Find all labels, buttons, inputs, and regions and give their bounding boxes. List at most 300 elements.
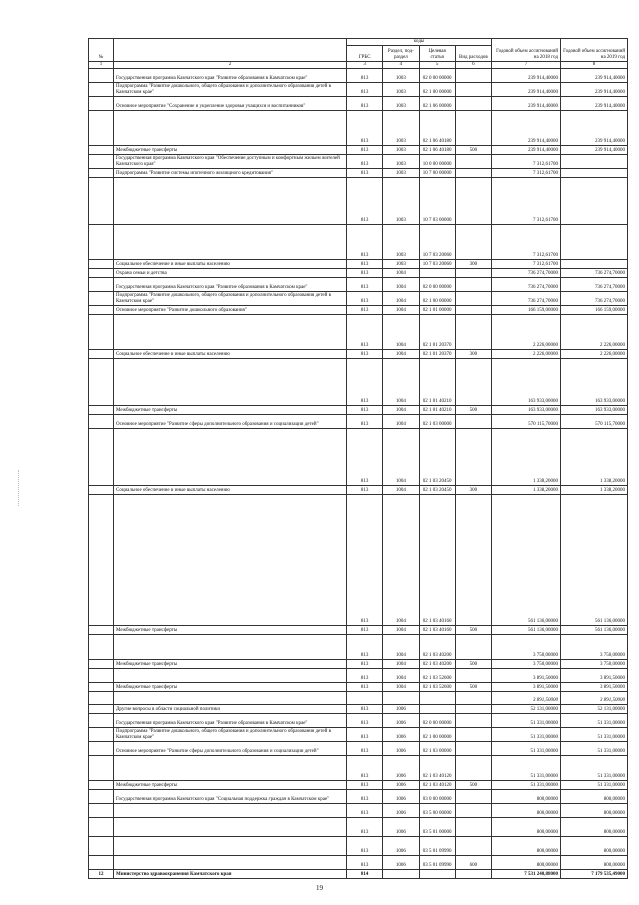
row-grbs: 813	[347, 350, 383, 359]
row-name: Межбюджетные трансферты	[114, 146, 347, 155]
row-grbs: 813	[347, 225, 383, 260]
col-number: 3	[347, 62, 383, 69]
row-value-2018: 7 312,61700	[492, 169, 561, 178]
row-grbs: 813	[347, 278, 383, 292]
col-number: 2	[114, 62, 347, 69]
table-row	[89, 178, 628, 225]
row-razdel: 1004	[383, 306, 419, 315]
row-vid: 500	[455, 683, 491, 692]
row-grbs: 813	[347, 146, 383, 155]
row-vid: 300	[455, 260, 491, 269]
row-razdel: 1003	[383, 111, 419, 146]
row-name	[114, 225, 347, 260]
row-number	[89, 742, 114, 756]
row-celevaya: 10 7 03 20060	[419, 225, 455, 260]
row-razdel: 1003	[383, 69, 419, 83]
row-value-2019: 736 274,70000	[561, 278, 628, 292]
col-number: 1	[89, 62, 114, 69]
row-value-2019: 51 331,00000	[561, 714, 628, 728]
note-text	[114, 692, 347, 705]
row-name	[114, 837, 347, 856]
col-2019: Годовой объем ассигнований на 2019 год	[561, 39, 628, 62]
row-vid	[455, 225, 491, 260]
row-value-2018: 239 914,40000	[492, 97, 561, 111]
row-celevaya: 02 1 01 40210	[419, 359, 455, 406]
row-name	[114, 856, 347, 870]
table-row	[89, 683, 628, 692]
row-grbs: 813	[347, 169, 383, 178]
row-vid	[455, 315, 491, 350]
row-celevaya: 02 1 03 40200	[419, 660, 455, 669]
row-name: Межбюджетные трансферты	[114, 660, 347, 669]
row-vid	[455, 169, 491, 178]
row-celevaya: 02 1 01 20370	[419, 315, 455, 350]
row-name: Государственная программа Камчатского края "Обеспечение доступным и комфортным жильем жителей Камчатского края"	[114, 155, 347, 169]
column-number-row	[89, 62, 628, 69]
row-celevaya	[419, 870, 455, 879]
row-vid	[455, 415, 491, 429]
row-number	[89, 315, 114, 350]
row-name	[114, 756, 347, 781]
row-name	[114, 804, 347, 818]
row-name	[114, 818, 347, 837]
row-celevaya: 03 5 01 09990	[419, 837, 455, 856]
row-grbs: 813	[347, 742, 383, 756]
row-razdel: 1004	[383, 278, 419, 292]
table-row	[89, 714, 628, 728]
row-number	[89, 705, 114, 714]
row-vid	[455, 111, 491, 146]
table-row	[89, 626, 628, 635]
row-grbs: 813	[347, 292, 383, 306]
row-vid: 500	[455, 660, 491, 669]
row-razdel: 1004	[383, 626, 419, 635]
row-razdel: 1004	[383, 415, 419, 429]
row-grbs: 813	[347, 495, 383, 626]
row-value-2018: 51 331,00000	[492, 728, 561, 742]
row-number	[89, 669, 114, 683]
row-name: Государственная программа Камчатского края "Развитие образования в Камчатском крае"	[114, 69, 347, 83]
row-celevaya: 10 0 00 00000	[419, 155, 455, 169]
row-value-2018: 239 914,40000	[492, 69, 561, 83]
row-name: Подпрограмма "Развитие дошкольного, общего образования и дополнительного образования детей в Камчатском крае"	[114, 728, 347, 742]
row-number	[89, 111, 114, 146]
row-grbs: 813	[347, 705, 383, 714]
row-value-2018: 1 338,20000	[492, 429, 561, 486]
row-value-2018: 800,00000	[492, 804, 561, 818]
row-number	[89, 178, 114, 225]
row-value-2019: 800,00000	[561, 790, 628, 804]
table-body-1	[89, 69, 628, 692]
row-vid	[455, 837, 491, 856]
note-value-2019: 3 891,50000	[561, 692, 628, 705]
table-row	[89, 486, 628, 495]
row-name: Охрана семьи и детства	[114, 269, 347, 278]
row-value-2018: 800,00000	[492, 818, 561, 837]
row-razdel: 1004	[383, 292, 419, 306]
row-grbs: 813	[347, 683, 383, 692]
row-name: Государственная программа Камчатского края "Социальная поддержка граждан в Камчатском крае"	[114, 790, 347, 804]
row-razdel	[383, 870, 419, 879]
row-value-2019: 239 914,40000	[561, 83, 628, 97]
row-celevaya: 02 0 00 00000	[419, 278, 455, 292]
table-row	[89, 705, 628, 714]
row-grbs: 813	[347, 728, 383, 742]
row-number	[89, 495, 114, 626]
row-grbs: 813	[347, 359, 383, 406]
row-celevaya: 03 0 00 00000	[419, 790, 455, 804]
row-value-2019: 1 338,20000	[561, 429, 628, 486]
row-celevaya: 10 7 00 00000	[419, 169, 455, 178]
row-razdel: 1006	[383, 714, 419, 728]
row-vid	[455, 97, 491, 111]
row-value-2018: 239 914,40000	[492, 146, 561, 155]
table-body-2	[89, 705, 628, 879]
row-value-2018: 163 933,00000	[492, 359, 561, 406]
row-value-2019: 52 131,00000	[561, 705, 628, 714]
row-value-2018: 51 331,00000	[492, 742, 561, 756]
row-vid	[455, 178, 491, 225]
row-number	[89, 856, 114, 870]
row-number	[89, 97, 114, 111]
header-row	[89, 39, 628, 46]
row-value-2018: 3 750,00000	[492, 635, 561, 660]
row-value-2019	[561, 178, 628, 225]
row-celevaya: 02 1 03 40160	[419, 626, 455, 635]
table-row	[89, 856, 628, 870]
row-number	[89, 837, 114, 856]
row-celevaya: 02 1 03 40200	[419, 635, 455, 660]
row-value-2018: 561 136,00000	[492, 495, 561, 626]
row-value-2018: 736 274,70000	[492, 278, 561, 292]
row-value-2019	[561, 260, 628, 269]
row-number	[89, 486, 114, 495]
row-grbs: 813	[347, 818, 383, 837]
table-row	[89, 269, 628, 278]
col-num: №	[89, 39, 114, 62]
row-number	[89, 69, 114, 83]
row-celevaya	[419, 269, 455, 278]
row-razdel: 1004	[383, 315, 419, 350]
table-row	[89, 278, 628, 292]
table-row	[89, 804, 628, 818]
row-celevaya: 03 5 01 09990	[419, 856, 455, 870]
row-vid	[455, 292, 491, 306]
table-row	[89, 146, 628, 155]
row-name: Подпрограмма "Развитие дошкольного, общего образования и дополнительного образования детей в Камчатском крае"	[114, 83, 347, 97]
row-razdel: 1006	[383, 728, 419, 742]
row-value-2018: 239 914,40000	[492, 83, 561, 97]
row-vid	[455, 756, 491, 781]
row-name: Социальное обеспечение и иные выплаты населению	[114, 260, 347, 269]
row-razdel: 1003	[383, 83, 419, 97]
row-vid	[455, 818, 491, 837]
row-celevaya: 02 1 03 52600	[419, 683, 455, 692]
row-razdel: 1003	[383, 169, 419, 178]
table-row	[89, 818, 628, 837]
row-celevaya: 02 1 03 40160	[419, 495, 455, 626]
row-name: Министерство здравоохранения Камчатского края	[114, 870, 347, 879]
note-body	[89, 692, 628, 705]
col-number: 5	[419, 62, 455, 69]
row-grbs: 813	[347, 111, 383, 146]
row-value-2019: 163 933,00000	[561, 406, 628, 415]
row-value-2019: 800,00000	[561, 804, 628, 818]
col-grbs: ГРБС	[347, 46, 383, 62]
row-vid	[455, 359, 491, 406]
row-number	[89, 714, 114, 728]
row-value-2018: 570 115,70000	[492, 415, 561, 429]
row-number	[89, 406, 114, 415]
row-razdel: 1004	[383, 495, 419, 626]
row-celevaya: 02 1 06 40180	[419, 111, 455, 146]
row-celevaya: 02 1 01 40210	[419, 406, 455, 415]
row-value-2018: 51 331,00000	[492, 781, 561, 790]
row-celevaya: 02 1 00 00000	[419, 292, 455, 306]
row-name: Основное мероприятие "Развитие сферы дополнительного образования и социализации детей"	[114, 415, 347, 429]
row-celevaya: 02 1 03 20450	[419, 429, 455, 486]
row-razdel: 1003	[383, 178, 419, 225]
row-value-2019: 2 226,00000	[561, 350, 628, 359]
row-number	[89, 429, 114, 486]
row-celevaya: 02 0 00 00000	[419, 714, 455, 728]
row-razdel: 1004	[383, 669, 419, 683]
row-value-2018: 7 312,61700	[492, 155, 561, 169]
row-name: Государственная программа Камчатского края "Развитие образования в Камчатском крае"	[114, 714, 347, 728]
row-value-2018: 3 891,50000	[492, 669, 561, 683]
row-value-2019: 7 179 535,49000	[561, 870, 628, 879]
row-name: Основное мероприятие "Развитие дошкольного образования"	[114, 306, 347, 315]
row-vid	[455, 669, 491, 683]
row-celevaya: 02 1 06 00000	[419, 97, 455, 111]
row-value-2019: 166 159,00000	[561, 306, 628, 315]
row-value-2018: 1 338,20000	[492, 486, 561, 495]
row-value-2019	[561, 155, 628, 169]
row-value-2018: 166 159,00000	[492, 306, 561, 315]
row-razdel: 1006	[383, 781, 419, 790]
row-grbs: 813	[347, 635, 383, 660]
row-value-2018: 51 331,00000	[492, 714, 561, 728]
row-value-2019: 800,00000	[561, 818, 628, 837]
row-value-2018: 163 933,00000	[492, 406, 561, 415]
row-razdel: 1004	[383, 406, 419, 415]
row-celevaya: 02 1 03 00000	[419, 415, 455, 429]
row-grbs: 813	[347, 97, 383, 111]
row-celevaya: 03 5 01 00000	[419, 818, 455, 837]
row-value-2019: 570 115,70000	[561, 415, 628, 429]
row-vid	[455, 705, 491, 714]
row-name	[114, 495, 347, 626]
row-value-2019: 1 338,20000	[561, 486, 628, 495]
table-row	[89, 790, 628, 804]
row-vid	[455, 804, 491, 818]
row-vid	[455, 870, 491, 879]
table-row	[89, 669, 628, 683]
row-razdel: 1006	[383, 856, 419, 870]
row-value-2019: 51 331,00000	[561, 756, 628, 781]
row-value-2018: 51 331,00000	[492, 756, 561, 781]
row-vid: 500	[455, 146, 491, 155]
row-value-2018: 800,00000	[492, 837, 561, 856]
row-name: Социальное обеспечение и иные выплаты населению	[114, 486, 347, 495]
row-grbs: 813	[347, 486, 383, 495]
row-value-2019: 51 331,00000	[561, 781, 628, 790]
row-grbs: 813	[347, 178, 383, 225]
row-name	[114, 111, 347, 146]
row-value-2018: 7 312,61700	[492, 178, 561, 225]
note-row	[89, 692, 628, 705]
row-number	[89, 350, 114, 359]
row-vid	[455, 155, 491, 169]
row-grbs: 813	[347, 306, 383, 315]
table-row	[89, 728, 628, 742]
table-row	[89, 429, 628, 486]
col-razdel: Раздел, под-раздел	[383, 46, 419, 62]
row-razdel: 1004	[383, 429, 419, 486]
row-celevaya: 02 1 01 20370	[419, 350, 455, 359]
table-row	[89, 406, 628, 415]
row-vid	[455, 742, 491, 756]
row-value-2019: 800,00000	[561, 856, 628, 870]
row-value-2019	[561, 169, 628, 178]
row-number	[89, 269, 114, 278]
row-number	[89, 660, 114, 669]
row-grbs: 813	[347, 406, 383, 415]
row-value-2019: 736 274,70000	[561, 269, 628, 278]
row-value-2018: 800,00000	[492, 856, 561, 870]
row-razdel: 1004	[383, 359, 419, 406]
row-value-2018: 736 274,70000	[492, 269, 561, 278]
col-name	[114, 39, 347, 62]
row-celevaya: 02 1 00 00000	[419, 83, 455, 97]
row-number	[89, 728, 114, 742]
table-row	[89, 97, 628, 111]
row-grbs: 813	[347, 714, 383, 728]
row-grbs: 813	[347, 781, 383, 790]
row-value-2018: 2 226,00000	[492, 350, 561, 359]
row-razdel: 1006	[383, 837, 419, 856]
table-row	[89, 359, 628, 406]
row-name	[114, 635, 347, 660]
row-razdel: 1004	[383, 350, 419, 359]
table-row	[89, 83, 628, 97]
row-vid	[455, 278, 491, 292]
col-number: 7	[492, 62, 561, 69]
row-grbs: 813	[347, 790, 383, 804]
row-value-2018: 2 226,00000	[492, 315, 561, 350]
row-value-2019: 163 933,00000	[561, 359, 628, 406]
row-number	[89, 756, 114, 781]
table-row	[89, 415, 628, 429]
row-vid: 300	[455, 350, 491, 359]
col-vid: Вид расходов	[455, 46, 491, 62]
row-name: Основное мероприятие "Развитие сферы дополнительного образования и социализации детей"	[114, 742, 347, 756]
row-value-2019: 561 136,00000	[561, 495, 628, 626]
table-row	[89, 660, 628, 669]
row-value-2019: 239 914,40000	[561, 69, 628, 83]
row-number	[89, 359, 114, 406]
row-number	[89, 278, 114, 292]
table-row	[89, 155, 628, 169]
row-name	[114, 669, 347, 683]
table-row	[89, 260, 628, 269]
row-vid: 500	[455, 781, 491, 790]
table-row	[89, 225, 628, 260]
row-value-2018: 3 750,00000	[492, 660, 561, 669]
row-value-2019: 2 226,00000	[561, 315, 628, 350]
row-name: Подпрограмма "Развитие дошкольного, общего образования и дополнительного образования детей в Камчатском крае"	[114, 292, 347, 306]
row-celevaya: 02 1 03 40120	[419, 756, 455, 781]
row-grbs: 813	[347, 260, 383, 269]
table-row	[89, 635, 628, 660]
row-value-2019: 800,00000	[561, 837, 628, 856]
row-grbs: 813	[347, 155, 383, 169]
row-number: 12	[89, 870, 114, 879]
row-razdel: 1004	[383, 269, 419, 278]
row-value-2018: 7 531 240,88000	[492, 870, 561, 879]
row-razdel: 1006	[383, 804, 419, 818]
row-celevaya: 10 7 03 20060	[419, 260, 455, 269]
row-celevaya: 02 1 00 00000	[419, 728, 455, 742]
row-value-2018: 52 131,00000	[492, 705, 561, 714]
row-celevaya: 02 1 03 20450	[419, 486, 455, 495]
row-value-2019: 3 891,50000	[561, 669, 628, 683]
row-razdel: 1006	[383, 756, 419, 781]
row-name: Государственная программа Камчатского края "Развитие образования в Камчатском крае"	[114, 278, 347, 292]
row-razdel: 1004	[383, 683, 419, 692]
note-value-2018: 3 891,50000	[492, 692, 561, 705]
row-vid	[455, 495, 491, 626]
row-celevaya: 02 0 00 00000	[419, 69, 455, 83]
row-razdel: 1006	[383, 818, 419, 837]
table-row	[89, 111, 628, 146]
row-grbs: 813	[347, 804, 383, 818]
row-value-2019: 3 891,50000	[561, 683, 628, 692]
row-vid: 500	[455, 626, 491, 635]
row-razdel: 1003	[383, 155, 419, 169]
row-razdel: 1004	[383, 635, 419, 660]
row-vid	[455, 635, 491, 660]
row-number	[89, 818, 114, 837]
row-number	[89, 155, 114, 169]
row-celevaya: 03 5 00 00000	[419, 804, 455, 818]
row-name	[114, 178, 347, 225]
row-name: Межбюджетные трансферты	[114, 683, 347, 692]
row-razdel: 1004	[383, 660, 419, 669]
row-vid	[455, 429, 491, 486]
row-grbs: 813	[347, 415, 383, 429]
row-value-2018: 561 136,00000	[492, 626, 561, 635]
row-value-2019: 239 914,40000	[561, 146, 628, 155]
row-celevaya: 02 1 03 52600	[419, 669, 455, 683]
row-value-2018: 7 312,61700	[492, 260, 561, 269]
row-name	[114, 315, 347, 350]
page-number: 19	[316, 884, 323, 892]
row-value-2019: 736 274,70000	[561, 292, 628, 306]
row-celevaya: 02 1 01 00000	[419, 306, 455, 315]
row-name	[114, 359, 347, 406]
row-value-2019: 51 331,00000	[561, 742, 628, 756]
row-razdel: 1003	[383, 225, 419, 260]
row-number	[89, 781, 114, 790]
row-value-2019: 3 750,00000	[561, 635, 628, 660]
col-2018: Годовой объем ассигнований на 2018 год	[492, 39, 561, 62]
table-row	[89, 169, 628, 178]
row-value-2018: 800,00000	[492, 790, 561, 804]
row-grbs: 813	[347, 756, 383, 781]
row-grbs: 813	[347, 856, 383, 870]
table-row	[89, 350, 628, 359]
